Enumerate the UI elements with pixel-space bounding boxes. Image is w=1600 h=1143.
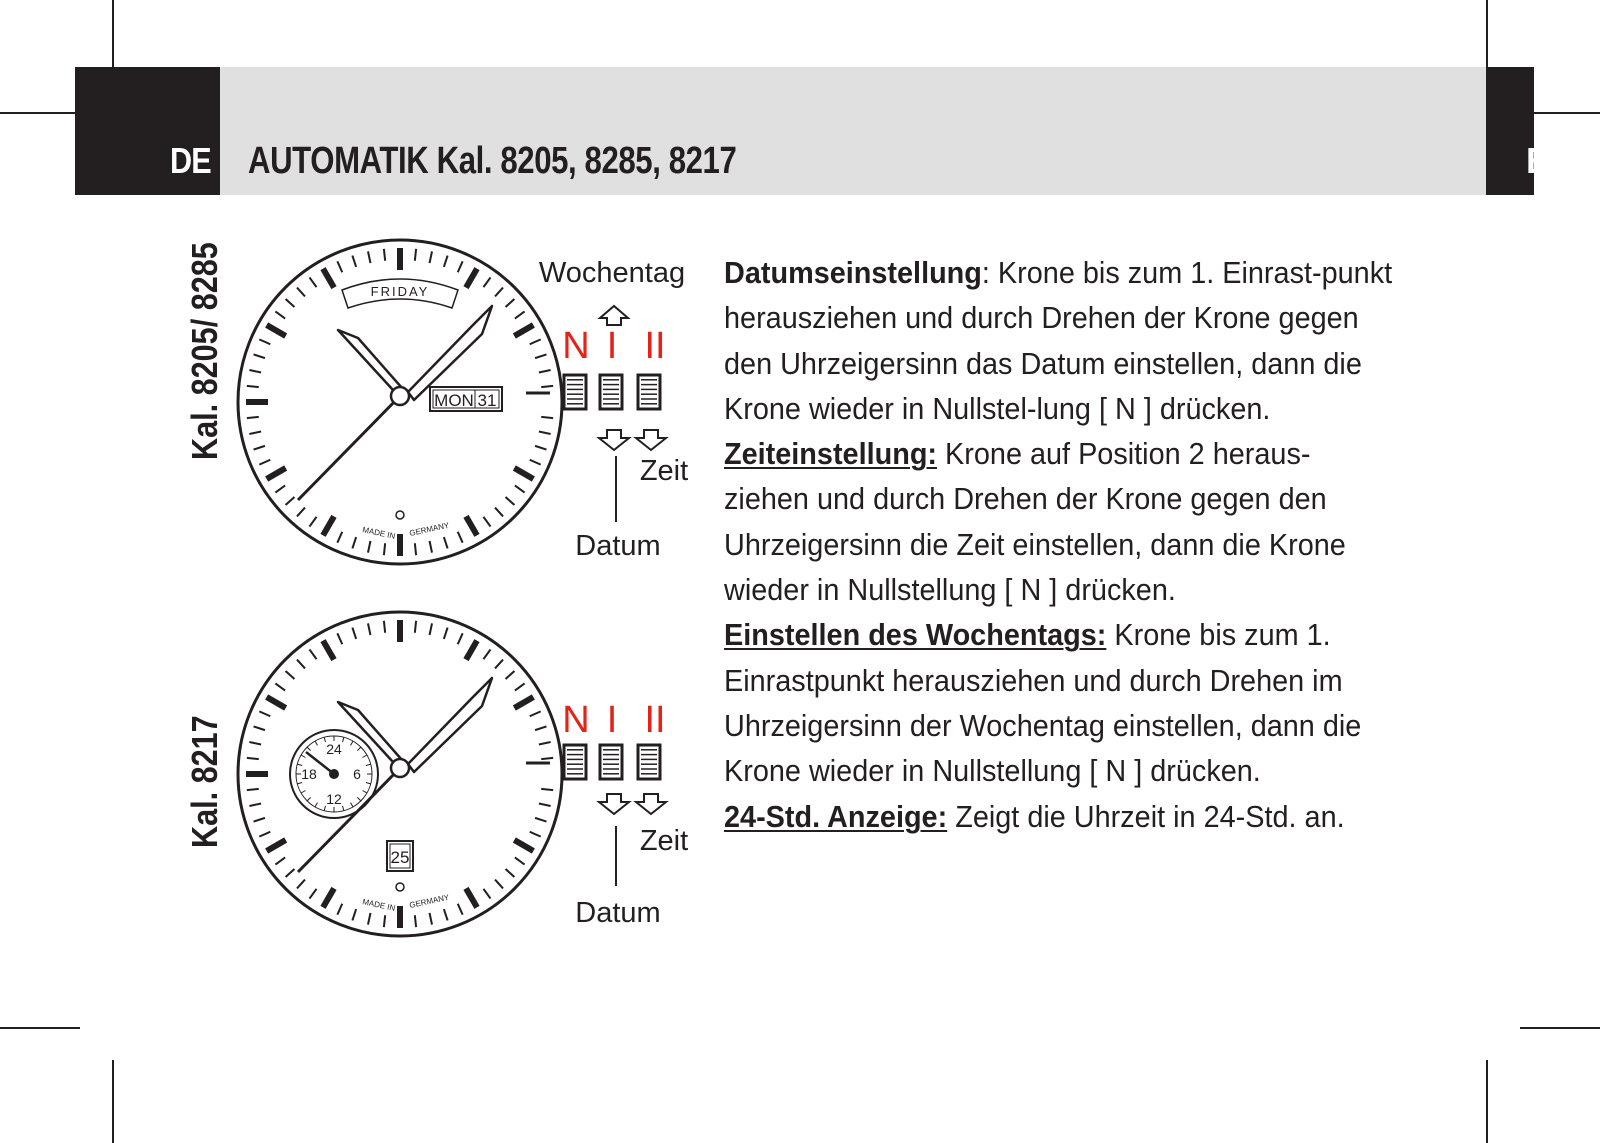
dial-tick (337, 633, 342, 644)
dial-tick (254, 726, 265, 730)
dial-tick (458, 532, 463, 543)
dial-tick (249, 804, 261, 806)
hour-hand (338, 330, 402, 390)
dial-tick (297, 508, 305, 517)
made-in-text: MADE IN (361, 897, 397, 913)
dial-tick (286, 869, 295, 877)
dial-tick (535, 818, 546, 822)
body-wochentag: Krone bis zum 1. Einrastpunkt herausziehen und durch Drehen im Uhrzeigersinn der Wochentag einstellen, dann die Krone wieder in Nullstellung [ N ] drücken. (724, 617, 1362, 789)
arrow-down-icon (599, 794, 629, 814)
dial-tick (515, 311, 525, 318)
hand-pivot (391, 387, 409, 405)
dial-tick (415, 915, 416, 927)
dial-tick (530, 339, 541, 344)
dial-tick (535, 446, 546, 450)
paragraph-zeiteinstellung (724, 431, 1394, 612)
dial-tick (483, 649, 490, 659)
dial-tick (323, 269, 334, 288)
dial-tick (352, 537, 356, 548)
heading-wochentag: Einstellen des Wochentags: (724, 617, 1107, 653)
crop-mark (112, 1060, 114, 1143)
dial-tick (352, 909, 356, 920)
dial-tick (368, 541, 370, 553)
label-datum: Datum (575, 530, 661, 562)
dial-tick (430, 623, 432, 635)
dial-tick (415, 543, 416, 555)
dial-tick (483, 277, 490, 287)
dial-tick (444, 628, 448, 639)
arrow-down-icon (599, 430, 629, 450)
crown-icons (526, 745, 660, 779)
crown-position-ii: II (644, 325, 666, 367)
dial-tick (541, 758, 553, 759)
dial-tick (541, 417, 553, 418)
dial-tick (309, 889, 316, 899)
dial-tick (430, 541, 432, 553)
dial-tick (275, 485, 285, 492)
dial-tick (247, 789, 259, 790)
dial-tick (309, 277, 316, 287)
paragraph-wochentag (724, 612, 1394, 793)
caliber-label-2: Kal. 8217 (184, 715, 225, 848)
crop-mark (0, 112, 80, 114)
dial-tick (247, 417, 259, 418)
dial-tick (259, 711, 270, 716)
dial-tick (368, 913, 370, 925)
dial-tick (254, 818, 265, 822)
dial-tick (458, 904, 463, 915)
lume-dot (396, 511, 404, 519)
dial-tick (514, 840, 533, 851)
dial-tick (466, 888, 477, 907)
dial-tick (368, 623, 370, 635)
dial-tick (444, 537, 448, 548)
dial-tick (323, 516, 334, 535)
dial-tick (267, 697, 286, 708)
dial-tick (323, 888, 334, 907)
dial-tick (267, 468, 286, 479)
dial-tick (444, 256, 448, 267)
dial-tick (415, 249, 416, 261)
subdial-18: 18 (301, 766, 317, 782)
date-window-date: 25 (390, 848, 410, 867)
heading-zeiteinstellung: Zeiteinstellung: (724, 436, 938, 472)
dial-tick (247, 758, 259, 759)
dial-tick (267, 840, 286, 851)
date-window-date: 31 (477, 391, 497, 410)
dial-tick (466, 269, 477, 288)
dial-tick (515, 485, 525, 492)
label-zeit: Zeit (639, 455, 689, 487)
dial-tick (352, 256, 356, 267)
dial-tick (539, 804, 551, 806)
dial-tick (430, 913, 432, 925)
crown-position-n: N (562, 699, 590, 741)
dial-tick (249, 370, 261, 372)
dial-tick (495, 508, 503, 517)
dial-tick (530, 832, 541, 837)
dial-tick (466, 516, 477, 535)
dial-tick (495, 660, 503, 669)
dial-tick (309, 649, 316, 659)
label-datum: Datum (575, 897, 661, 929)
dial-tick (275, 857, 285, 864)
dial-tick (384, 249, 385, 261)
dial-tick (430, 251, 432, 263)
dial-tick (530, 711, 541, 716)
dial-tick (466, 641, 477, 660)
crop-mark (1486, 1060, 1488, 1143)
dial-tick (514, 468, 533, 479)
dial-tick (539, 370, 551, 372)
dial-tick (415, 621, 416, 633)
watch-diagram-1 (230, 230, 700, 585)
dial-tick (541, 386, 553, 387)
dial-tick (309, 517, 316, 527)
dial-tick (514, 325, 533, 336)
day-window-text: FRIDAY (370, 284, 430, 299)
dial-tick (275, 683, 285, 690)
crop-mark (0, 1027, 80, 1029)
heading-24h: 24-Std. Anzeige: (724, 798, 948, 834)
dial-tick (323, 641, 334, 660)
subdial-pivot (329, 769, 339, 779)
dial-tick (249, 742, 261, 744)
arrow-up-icon (600, 306, 628, 325)
dial-tick (535, 726, 546, 730)
page-title: AUTOMATIK Kal. 8205, 8285, 8217 (248, 140, 737, 182)
dial-tick (539, 432, 551, 434)
dial-tick (286, 497, 295, 505)
dial-tick (337, 261, 342, 272)
paragraph-datumseinstellung (724, 250, 1394, 431)
second-hand (298, 396, 400, 500)
subdial-12: 12 (326, 791, 342, 807)
dial-tick (337, 904, 342, 915)
dial-tick (267, 325, 286, 336)
crop-mark (1520, 1027, 1600, 1029)
dial-tick (384, 543, 385, 555)
arrow-down-icon (636, 430, 666, 450)
label-wochentag: Wochentag (538, 257, 686, 289)
body-24h: Zeigt die Uhrzeit in 24-Std. an. (947, 798, 1345, 834)
crown-position-i: I (606, 699, 618, 741)
dial-tick (506, 869, 515, 877)
dial-tick (297, 288, 305, 297)
crown-position-n: N (562, 325, 590, 367)
date-window-day: MON (434, 391, 474, 410)
dial-tick (254, 354, 265, 358)
dial-tick (286, 671, 295, 679)
dial-tick (539, 742, 551, 744)
dial-tick (506, 299, 515, 307)
subdial-24: 24 (326, 741, 342, 757)
dial-tick (337, 532, 342, 543)
dial-tick (515, 857, 525, 864)
dial-tick (458, 633, 463, 644)
dial-tick (254, 446, 265, 450)
made-in-text: MADE IN (361, 525, 397, 541)
dial-tick (495, 880, 503, 889)
lume-dot (396, 883, 404, 891)
dial-tick (286, 299, 295, 307)
minute-hand (408, 306, 492, 400)
dial-tick (506, 671, 515, 679)
dial-tick (384, 621, 385, 633)
dial-tick (275, 311, 285, 318)
dial-tick (530, 460, 541, 465)
dial-tick (515, 683, 525, 690)
minute-hand (408, 678, 492, 772)
dial-tick (458, 261, 463, 272)
dial-tick (483, 517, 490, 527)
heading-datumseinstellung: Datumseinstellung (724, 255, 982, 290)
dial-tick (506, 497, 515, 505)
germany-text: GERMANY (408, 892, 450, 910)
dial-tick (259, 832, 270, 837)
dial-tick (444, 909, 448, 920)
paragraph-24h (724, 794, 1394, 839)
hand-pivot (391, 759, 409, 777)
dial-tick (495, 288, 503, 297)
subdial-6: 6 (353, 766, 361, 782)
dial-tick (297, 660, 305, 669)
dial-tick (541, 789, 553, 790)
watch-diagram-2 (230, 604, 700, 959)
language-code: DE (170, 140, 211, 181)
body-zeiteinstellung: Krone auf Position 2 heraus-ziehen und durch Drehen der Krone gegen den Uhrzeigersinn die Zeit einstellen, dann die Krone wieder in Nullstellung [ N ] drücken. (724, 436, 1346, 608)
dial-tick (259, 339, 270, 344)
dial-tick (352, 628, 356, 639)
dial-tick (483, 889, 490, 899)
crown-icons (526, 375, 660, 409)
crown-position-ii: II (644, 699, 666, 741)
instructions (724, 250, 1394, 839)
dial-tick (384, 915, 385, 927)
dial-tick (535, 354, 546, 358)
label-zeit: Zeit (639, 825, 689, 857)
dial-tick (249, 432, 261, 434)
arrow-down-icon (636, 794, 666, 814)
germany-text: GERMANY (408, 520, 450, 538)
body-datumseinstellung: : Krone bis zum 1. Einrast-punkt herausziehen und durch Drehen der Krone gegen den Uhrzeigersinn das Datum einstellen, dann die Krone wieder in Nullstel-lung [ N ] drücken. (724, 255, 1393, 426)
dial-tick (247, 386, 259, 387)
dial-tick (514, 697, 533, 708)
crown-position-i: I (606, 325, 618, 367)
caliber-label-1: Kal. 8205/ 8285 (184, 242, 225, 460)
language-code-right: E (1526, 140, 1551, 181)
dial-tick (297, 880, 305, 889)
dial-tick (259, 460, 270, 465)
dial-tick (368, 251, 370, 263)
